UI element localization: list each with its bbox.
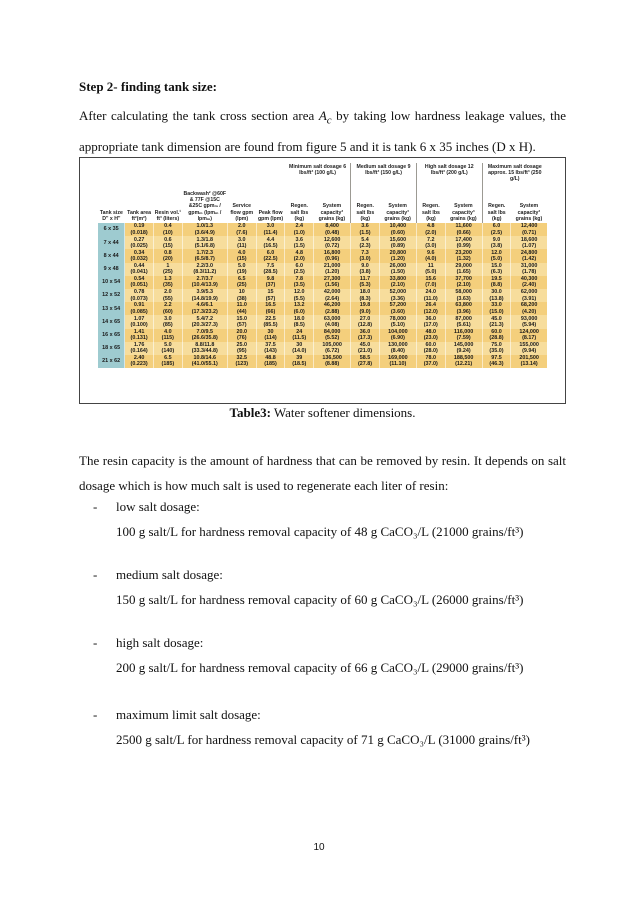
table-cell: 3.9/5.3 (14.8/19.9) — [182, 289, 227, 302]
column-header: Service flow gpm (lpm) — [230, 203, 254, 222]
column-header: System capacity³ grains (kg) — [384, 203, 411, 222]
table-row — [98, 263, 547, 276]
table-cell: 9.0 (3.8) — [351, 263, 380, 276]
table-cell: 16.5 (66) — [256, 302, 285, 315]
table-cell: 3.0 (85) — [153, 315, 182, 328]
table-cell: 45.0 (21.3) — [482, 315, 511, 328]
intro-text-after: by taking low hardness leakage values, the appropriate tank dimension are found from figure 5 and it is tank 6 x 35 inches (D x H). — [79, 108, 567, 154]
table-cell: 1.76 (0.164) — [125, 342, 154, 355]
table-cell: 5.4 (2.3) — [351, 236, 380, 249]
table-cell: 2.2 (60) — [153, 302, 182, 315]
table-cell: 36.0 (17.3) — [351, 329, 380, 342]
bullet-marker: - — [93, 707, 98, 722]
table-cell: 11 (5.0) — [416, 263, 445, 276]
table-cell: 188,500 (12.21) — [445, 355, 482, 368]
table-row — [98, 355, 547, 368]
table-cell: 0.19 (0.018) — [125, 223, 154, 236]
table-cell: 42,000 (2.64) — [314, 289, 351, 302]
table-cell: 93,000 (5.94) — [511, 315, 547, 328]
table-cell: 15.0 (6.3) — [482, 263, 511, 276]
table-cell: 8.8/11.8 (33.3/44.8) — [182, 342, 227, 355]
tank-size-cell: 7 x 44 — [98, 236, 125, 249]
table-cell: 1.3/1.8 (5.1/6.8) — [182, 236, 227, 249]
column-header-row — [98, 191, 547, 223]
bullet-marker: - — [93, 567, 98, 582]
table-cell: 7.3 (3.0) — [351, 249, 380, 262]
caption-label: Table3: — [229, 405, 271, 420]
table-cell: 9.0 (3.8) — [482, 236, 511, 249]
table-cell: 15.0 (57) — [227, 315, 256, 328]
tank-size-cell: 14 x 65 — [98, 315, 125, 328]
table-cell: 4.8 (2.0) — [416, 223, 445, 236]
table-cell: 24 (11.5) — [285, 329, 314, 342]
table-cell: 1.07 (0.100) — [125, 315, 154, 328]
column-header: System capacity³ grains (kg) — [450, 203, 477, 222]
table-cell: 5.0 (19) — [227, 263, 256, 276]
table-cell: 12.0 (5.5) — [285, 289, 314, 302]
table-cell: 4.4 (16.5) — [256, 236, 285, 249]
intro-paragraph — [79, 103, 566, 159]
intro-text-before: After calculating the tank cross section area — [79, 108, 319, 123]
table-cell: 30 (14.0) — [285, 342, 314, 355]
table-row — [98, 223, 547, 236]
table-cell: 30 (114) — [256, 329, 285, 342]
table-cell: 169,000 (11.10) — [379, 355, 416, 368]
bullet-medium-title: medium salt dosage: — [116, 567, 223, 582]
table-cell: 3.0 (11.4) — [256, 223, 285, 236]
table-row — [98, 276, 547, 289]
column-header: System capacity³ grains (kg) — [515, 203, 543, 222]
column-header: Backwash² @60F & 77F @15C &25C gpmₘ / gpmₘ (lpmₘ / lpmₘ) — [183, 191, 227, 222]
resin-capacity-paragraph: The resin capacity is the amount of hardness that can be removed by resin. It depends on salt dosage which is how much salt is used to regenerate each liter of resin: — [79, 453, 566, 493]
table-cell: 78,000 (5.10) — [379, 315, 416, 328]
tank-size-cell: 21 x 62 — [98, 355, 125, 368]
table-cell: 31,000 (1.78) — [511, 263, 547, 276]
header-max-salt: Maximum salt dosage approx. 15 lbs/ft³ (250 g/L) — [482, 163, 547, 191]
table-cell: 33.0 (15.0) — [482, 302, 511, 315]
table-cell: 17,400 (0.99) — [445, 236, 482, 249]
table-cell: 33,800 (2.10) — [379, 276, 416, 289]
table-cell: 11,600 (0.66) — [445, 223, 482, 236]
table-cell: 63,800 (3.96) — [445, 302, 482, 315]
table-row — [98, 342, 547, 355]
table-cell: 25.0 (95) — [227, 342, 256, 355]
table-cell: 104,000 (6.90) — [379, 329, 416, 342]
tank-size-cell: 9 x 48 — [98, 263, 125, 276]
column-header: Regen. salt lbs (kg) — [290, 203, 309, 222]
table-cell: 0.34 (0.032) — [125, 249, 154, 262]
table-cell: 116,000 (7.59) — [445, 329, 482, 342]
table-cell: 63,000 (4.08) — [314, 315, 351, 328]
table-cell: 10.8/14.6 (41.0/55.1) — [182, 355, 227, 368]
table-cell: 48.0 (23.0) — [416, 329, 445, 342]
table-cell: 155,000 (9.94) — [511, 342, 547, 355]
table-cell: 20.0 (76) — [227, 329, 256, 342]
table-cell: 11.0 (44) — [227, 302, 256, 315]
table-cell: 136,500 (8.88) — [314, 355, 351, 368]
table-cell: 2.4 (1.0) — [285, 223, 314, 236]
table-cell: 145,000 (9.24) — [445, 342, 482, 355]
column-header: Regen. salt lbs (kg) — [482, 191, 511, 223]
table-cell: 10 (38) — [227, 289, 256, 302]
table-cell: 1 (25) — [153, 263, 182, 276]
table-cell: 57,200 (3.60) — [379, 302, 416, 315]
table-row — [98, 315, 547, 328]
column-header: Peak flow gpm (lpm) — [257, 209, 284, 222]
column-header: Regen. salt lbs (kg) — [416, 191, 445, 223]
table-cell: 15 (57) — [256, 289, 285, 302]
table-cell: 9.8 (37) — [256, 276, 285, 289]
table-cell: 5.4/7.2 (20.3/27.3) — [182, 315, 227, 328]
bullet-high-detail: 200 g salt/L for hardness removal capacity of 66 g CaCO₃/L (29000 grains/ft³) — [116, 660, 524, 675]
table-cell: 68,200 (4.20) — [511, 302, 547, 315]
table-cell: 1.7/2.3 (6.5/8.7) — [182, 249, 227, 262]
table-cell: 2.2/3.0 (8.3/11.2) — [182, 263, 227, 276]
table-cell: 62,000 (3.91) — [511, 289, 547, 302]
header-medium-salt: Medium salt dosage 9 lbs/ft³ (150 g/L) — [351, 163, 417, 191]
table-cell: 9.6 (4.0) — [416, 249, 445, 262]
table-cell: 4.8 (2.0) — [285, 249, 314, 262]
table-cell: 1.3 (35) — [153, 276, 182, 289]
table-cell: 1.0/1.3 (3.6/4.9) — [182, 223, 227, 236]
table-cell: 3.0 (11) — [227, 236, 256, 249]
table-cell: 7.0/9.5 (26.6/35.8) — [182, 329, 227, 342]
table-cell: 2.0 (7.6) — [227, 223, 256, 236]
caption-text: Water softener dimensions. — [270, 405, 416, 420]
table-cell: 201,500 (13.14) — [511, 355, 547, 368]
table-cell: 6.0 (2.5) — [285, 263, 314, 276]
table-cell: 7.2 (3.0) — [416, 236, 445, 249]
table-cell: 52,000 (3.36) — [379, 289, 416, 302]
table-cell: 4.0 (15) — [227, 249, 256, 262]
table-cell: 3.6 (1.5) — [285, 236, 314, 249]
tank-size-cell: 16 x 65 — [98, 329, 125, 342]
table-cell: 10,400 (0.60) — [379, 223, 416, 236]
table-cell: 5.0 (140) — [153, 342, 182, 355]
table-cell: 39 (18.5) — [285, 355, 314, 368]
section-heading: Step 2- finding tank size: — [79, 79, 217, 94]
tank-size-cell: 18 x 65 — [98, 342, 125, 355]
table-cell: 24.0 (11.0) — [416, 289, 445, 302]
bullet-marker: - — [93, 635, 98, 650]
table-cell: 12,400 (0.71) — [511, 223, 547, 236]
table-cell: 78.0 (37.0) — [416, 355, 445, 368]
table-cell: 7.5 (28.5) — [256, 263, 285, 276]
column-header: Regen. salt lbs (kg) — [351, 191, 380, 223]
table-cell: 20,800 (1.20) — [379, 249, 416, 262]
table-row — [98, 236, 547, 249]
tank-size-cell: 10 x 54 — [98, 276, 125, 289]
column-header: Tank area ft²(m²) — [127, 209, 151, 222]
table-cell: 16,800 (0.96) — [314, 249, 351, 262]
bullet-low-detail: 100 g salt/L for hardness removal capacity of 48 g CaCO₃/L (21000 grains/ft³) — [116, 524, 524, 539]
table-cell: 2.7/3.7 (10.4/13.9) — [182, 276, 227, 289]
table-cell: 12.0 (5.0) — [482, 249, 511, 262]
table-cell: 75.0 (35.0) — [482, 342, 511, 355]
table-cell: 18.0 (8.3) — [351, 289, 380, 302]
table-cell: 0.4 (10) — [153, 223, 182, 236]
table-caption — [79, 405, 566, 421]
bullet-marker: - — [93, 499, 98, 514]
bullet-max-detail: 2500 g salt/L for hardness removal capacity of 71 g CaCO₃/L (31000 grains/ft³) — [116, 732, 530, 747]
table-cell: 0.44 (0.041) — [125, 263, 154, 276]
table-cell: 4.6/6.1 (17.3/23.2) — [182, 302, 227, 315]
table-cell: 87,000 (5.61) — [445, 315, 482, 328]
table-cell: 37,700 (2.10) — [445, 276, 482, 289]
table-cell: 46,200 (2.88) — [314, 302, 351, 315]
table-cell: 26,000 (1.50) — [379, 263, 416, 276]
table-image-frame — [79, 157, 566, 404]
water-softener-table — [98, 163, 547, 368]
tank-size-cell: 8 x 44 — [98, 249, 125, 262]
table-cell: 6.0 (2.5) — [482, 223, 511, 236]
table-cell: 58.5 (27.8) — [351, 355, 380, 368]
table-cell: 36.0 (17.0) — [416, 315, 445, 328]
table-cell: 7.8 (3.5) — [285, 276, 314, 289]
table-cell: 0.91 (0.085) — [125, 302, 154, 315]
table-cell: 29,000 (1.65) — [445, 263, 482, 276]
table-cell: 30.0 (13.8) — [482, 289, 511, 302]
table-cell: 6.5 (25) — [227, 276, 256, 289]
table-cell: 24,800 (1.42) — [511, 249, 547, 262]
table-row — [98, 289, 547, 302]
tank-size-cell: 13 x 54 — [98, 302, 125, 315]
table-cell: 60.0 (28.0) — [416, 342, 445, 355]
table-cell: 23,200 (1.32) — [445, 249, 482, 262]
table-cell: 6.5 (185) — [153, 355, 182, 368]
table-cell: 37.5 (143) — [256, 342, 285, 355]
table-row — [98, 329, 547, 342]
tank-size-cell: 6 x 35 — [98, 223, 125, 236]
table-row — [98, 249, 547, 262]
tank-size-cell: 12 x 52 — [98, 289, 125, 302]
table-cell: 84,000 (5.52) — [314, 329, 351, 342]
bullet-low-title: low salt dosage: — [116, 499, 200, 514]
table-cell: 32.5 (123) — [227, 355, 256, 368]
column-header: System capacity³ grains (kg) — [318, 203, 346, 222]
table-cell: 8,400 (0.48) — [314, 223, 351, 236]
column-header: Tank size D" x H" — [99, 209, 123, 222]
table-cell: 22.5 (85.5) — [256, 315, 285, 328]
table-cell: 0.78 (0.073) — [125, 289, 154, 302]
table-cell: 15.6 (7.0) — [416, 276, 445, 289]
page-number: 10 — [313, 842, 325, 853]
table-cell: 1.41 (0.131) — [125, 329, 154, 342]
table-cell: 19.5 (8.8) — [482, 276, 511, 289]
table-cell: 97.5 (46.3) — [482, 355, 511, 368]
table-cell: 4.0 (115) — [153, 329, 182, 342]
table-cell: 58,000 (3.63) — [445, 289, 482, 302]
table-cell: 27.0 (12.8) — [351, 315, 380, 328]
area-symbol: $A_c$ — [318, 108, 332, 127]
table-cell: 21,000 (1.20) — [314, 263, 351, 276]
table-cell: 0.54 (0.051) — [125, 276, 154, 289]
header-high-salt: High salt dosage 12 lbs/ft³ (200 g/L) — [416, 163, 482, 191]
table-cell: 105,000 (6.72) — [314, 342, 351, 355]
bullet-max-title: maximum limit salt dosage: — [116, 707, 261, 722]
table-row — [98, 302, 547, 315]
table-cell: 11.7 (5.3) — [351, 276, 380, 289]
table-cell: 45.0 (21.0) — [351, 342, 380, 355]
table-cell: 19.8 (9.0) — [351, 302, 380, 315]
table-cell: 40,300 (2.40) — [511, 276, 547, 289]
table-cell: 26.4 (12.0) — [416, 302, 445, 315]
table-cell: 3.6 (1.5) — [351, 223, 380, 236]
table-cell: 0.6 (15) — [153, 236, 182, 249]
bullet-medium-detail: 150 g salt/L for hardness removal capacity of 60 g CaCO₃/L (26000 grains/ft³) — [116, 592, 524, 607]
table-cell: 15,600 (0.89) — [379, 236, 416, 249]
table-cell: 2.40 (0.223) — [125, 355, 154, 368]
table-cell: 18,600 (1.07) — [511, 236, 547, 249]
table-cell: 60.0 (28.8) — [482, 329, 511, 342]
column-header: Resin vol.¹ ft³ (liters) — [154, 209, 181, 222]
table-cell: 18.0 (8.5) — [285, 315, 314, 328]
table-cell: 48.8 (185) — [256, 355, 285, 368]
table-cell: 12,600 (0.72) — [314, 236, 351, 249]
table-cell: 0.27 (0.025) — [125, 236, 154, 249]
table-cell: 2.0 (55) — [153, 289, 182, 302]
bullet-high-title: high salt dosage: — [116, 635, 204, 650]
table-cell: 13.2 (6.0) — [285, 302, 314, 315]
table-body — [98, 223, 547, 368]
table-cell: 6.0 (22.5) — [256, 249, 285, 262]
table-cell: 27,300 (1.56) — [314, 276, 351, 289]
table-cell: 0.8 (20) — [153, 249, 182, 262]
table-cell: 124,000 (8.17) — [511, 329, 547, 342]
header-min-salt: Minimum salt dosage 6 lbs/ft³ (100 g/L) — [289, 164, 347, 177]
table-cell: 130,000 (8.40) — [379, 342, 416, 355]
